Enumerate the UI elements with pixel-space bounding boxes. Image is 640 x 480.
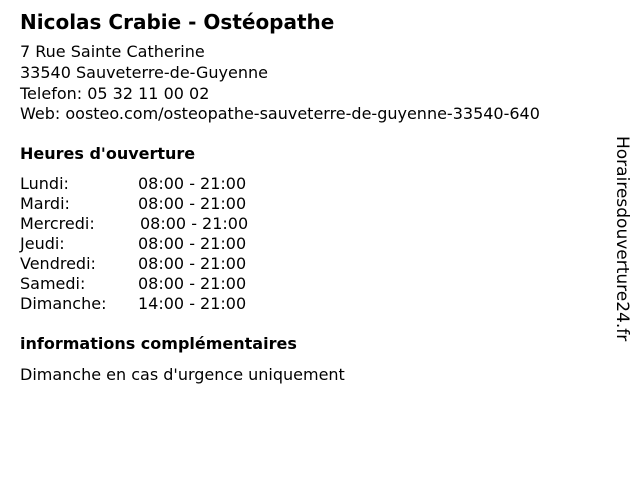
hours-day: Mardi:: [20, 194, 70, 213]
hours-day: Samedi:: [20, 274, 86, 293]
page-title: Nicolas Crabie - Ostéopathe: [20, 10, 335, 34]
hours-time: 08:00 - 21:00: [138, 174, 247, 193]
hours-time: 08:00 - 21:00: [138, 254, 247, 273]
hours-day: Dimanche:: [20, 294, 107, 313]
hours-day: Jeudi:: [20, 234, 65, 253]
info-heading: informations complémentaires: [20, 334, 297, 353]
site-brand-vertical[interactable]: Horairesdouverture24.fr: [612, 136, 632, 342]
info-text: Dimanche en cas d'urgence uniquement: [20, 365, 345, 384]
hours-time: 08:00 - 21:00: [138, 234, 247, 253]
hours-time: 08:00 - 21:00: [138, 194, 247, 213]
hours-time: 08:00 - 21:00: [140, 214, 249, 233]
website-link[interactable]: Web: oosteo.com/osteopathe-sauveterre-de-guyenne-33540-640: [20, 104, 540, 123]
address-city: 33540 Sauveterre-de-Guyenne: [20, 63, 268, 82]
hours-time: 14:00 - 21:00: [138, 294, 247, 313]
address-street: 7 Rue Sainte Catherine: [20, 42, 205, 61]
hours-time: 08:00 - 21:00: [138, 274, 247, 293]
hours-heading: Heures d'ouverture: [20, 144, 196, 163]
hours-day: Mercredi:: [20, 214, 95, 233]
hours-day: Lundi:: [20, 174, 69, 193]
hours-day: Vendredi:: [20, 254, 96, 273]
phone-number: Telefon: 05 32 11 00 02: [20, 84, 210, 103]
